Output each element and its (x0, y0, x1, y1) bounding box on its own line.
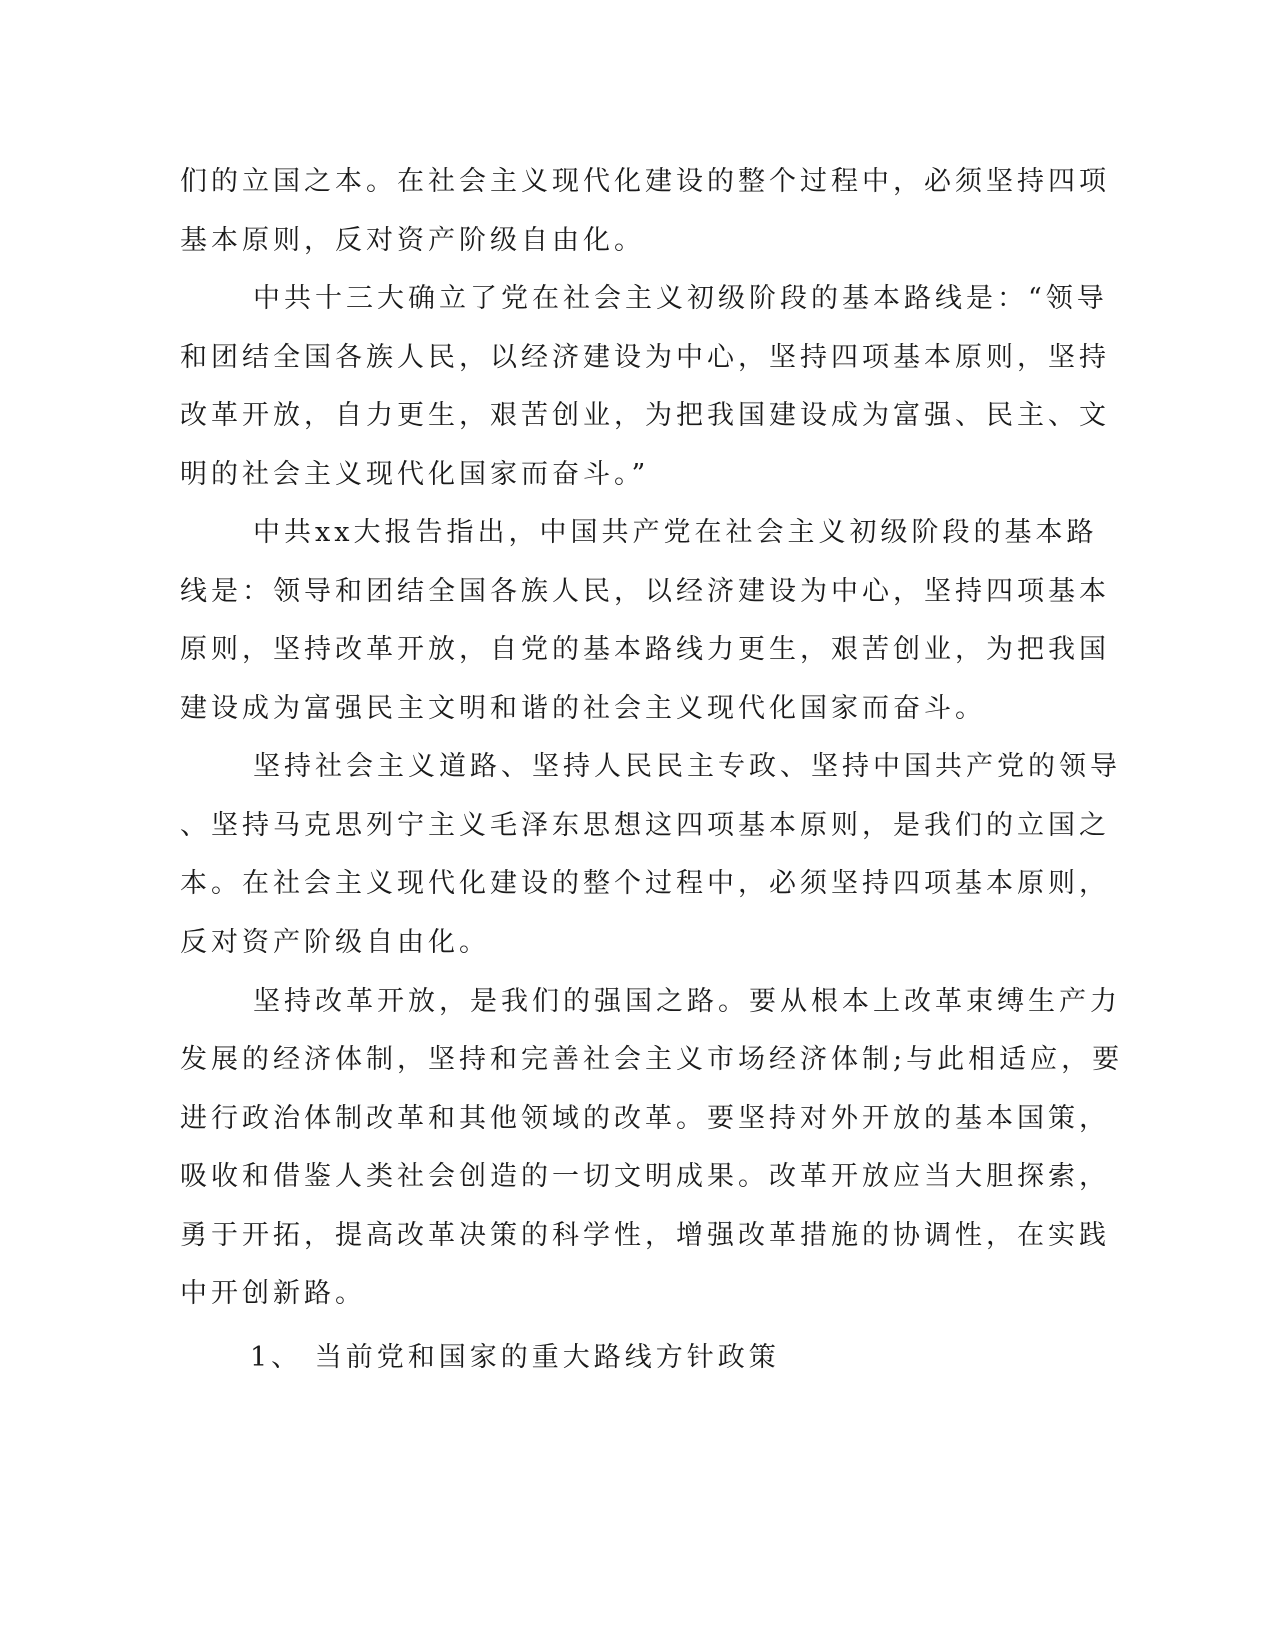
text-line: 和团结全国各族人民，以经济建设为中心，坚持四项基本原则，坚持 (180, 342, 1110, 373)
text-line: 进行政治体制改革和其他领域的改革。要坚持对外开放的基本国策， (180, 1103, 1110, 1134)
text-line: 反对资产阶级自由化。 (180, 927, 490, 958)
text-line: 们的立国之本。在社会主义现代化建设的整个过程中，必须坚持四项 (180, 166, 1110, 197)
text-line: 原则，坚持改革开放，自党的基本路线力更生，艰苦创业，为把我国 (180, 634, 1110, 665)
text-line: 勇于开拓，提高改革决策的科学性，增强改革措施的协调性，在实践 (180, 1220, 1110, 1251)
text-line: 改革开放，自力更生，艰苦创业，为把我国建设成为富强、民主、文 (180, 400, 1110, 431)
paragraph-first-line: 坚持改革开放，是我们的强国之路。要从根本上改革束缚生产力 (253, 986, 1121, 1017)
text-line: 线是：领导和团结全国各族人民，以经济建设为中心，坚持四项基本 (180, 576, 1110, 607)
text-line: 发展的经济体制，坚持和完善社会主义市场经济体制;与此相适应，要 (180, 1044, 1124, 1075)
text-line: 明的社会主义现代化国家而奋斗。” (180, 459, 650, 490)
text-line: 吸收和借鉴人类社会创造的一切文明成果。改革开放应当大胆探索， (180, 1161, 1110, 1192)
text-line: 本。在社会主义现代化建设的整个过程中，必须坚持四项基本原则， (180, 868, 1110, 899)
text-line: 基本原则，反对资产阶级自由化。 (180, 225, 645, 256)
section-heading: 1、 当前党和国家的重大路线方针政策 (250, 1342, 780, 1373)
text-line: 建设成为富强民主文明和谐的社会主义现代化国家而奋斗。 (180, 693, 986, 724)
text-line: 中开创新路。 (180, 1278, 366, 1309)
text-line: 、坚持马克思列宁主义毛泽东思想这四项基本原则，是我们的立国之 (180, 810, 1110, 841)
paragraph-first-line: 坚持社会主义道路、坚持人民民主专政、坚持中国共产党的领导 (253, 751, 1121, 782)
paragraph-first-line: 中共xx大报告指出，中国共产党在社会主义初级阶段的基本路 (253, 517, 1098, 548)
paragraph-first-line: 中共十三大确立了党在社会主义初级阶段的基本路线是：“领导 (253, 283, 1108, 314)
